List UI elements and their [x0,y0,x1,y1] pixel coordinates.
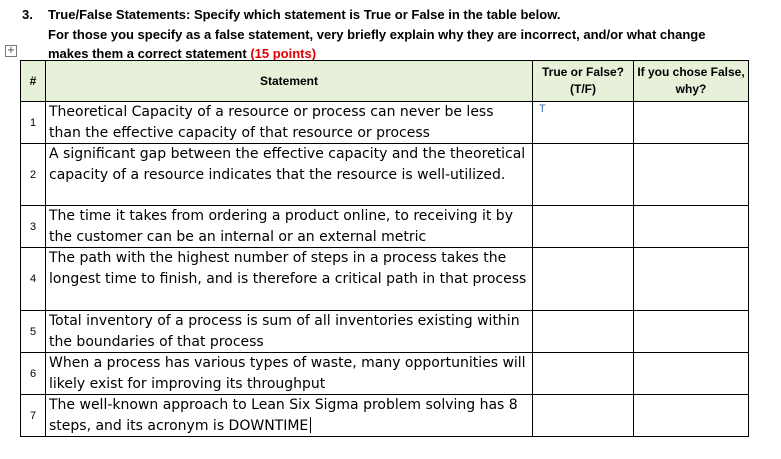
instruction-line-3-text: makes them a correct statement [48,46,247,61]
statement-cell [46,395,533,437]
tf-answer-cell[interactable] [533,311,634,353]
statement-cell: Total inventory of a process is sum of all inventories existing within the boundaries of that process [46,311,533,353]
why-answer-cell[interactable] [634,353,749,395]
instruction-line-2: For those you specify as a false statement, very briefly explain why they are incorrect, and/or what change [48,26,706,42]
statement-cell: The path with the highest number of steps in a process takes the longest time to finish, and is therefore a critical path in that process [46,248,533,311]
statement-cell: Theoretical Capacity of a resource or process can never be less than the effective capacity of that resource or process [46,102,533,144]
points-label: (15 points) [250,46,317,61]
plus-box-icon[interactable]: + [6,45,16,56]
row-number: 5 [21,311,46,353]
table-row [21,102,749,144]
table-row [21,206,749,248]
statement-cell: The time it takes from ordering a product online, to receiving it by the customer can be an internal or an external metric [46,206,533,248]
why-answer-cell[interactable] [634,248,749,311]
why-answer-cell[interactable] [634,206,749,248]
statement-cell: A significant gap between the effective capacity and the theoretical capacity of a resource indicates that the resource is well-utilized. [46,144,533,206]
table-row [21,248,749,311]
tf-answer-cell[interactable] [533,353,634,395]
header-why-text: If you chose False, why? [637,65,745,96]
tf-answer-value: T [539,103,546,115]
question-instructions [22,5,767,64]
statement-cell: When a process has various types of waste, many opportunities will likely exist for improving its throughput [46,353,533,395]
tf-answer-cell[interactable] [533,248,634,311]
row-number: 7 [21,395,46,437]
statement-text: The well-known approach to Lean Six Sigma problem solving has 8 steps, and its acronym is DOWNTIME [49,397,518,434]
table-row [21,144,749,206]
row-number: 4 [21,248,46,311]
question-number: 3. [22,7,33,22]
header-tf [533,61,634,102]
tf-answer-cell[interactable] [533,102,634,144]
text-cursor [310,417,311,433]
why-answer-cell[interactable] [634,395,749,437]
question-title: True/False Statements: Specify which statement is True or False in the table below. [48,7,561,22]
tf-answer-cell[interactable] [533,144,634,206]
why-answer-cell[interactable] [634,311,749,353]
row-number: 2 [21,144,46,206]
instruction-line-1 [22,5,767,25]
table-row [21,311,749,353]
header-tf-text: True or False? (T/F) [541,65,625,96]
header-statement: Statement [46,61,533,102]
true-false-table [20,60,749,437]
why-answer-cell[interactable] [634,102,749,144]
header-why [634,61,749,102]
row-number: 1 [21,102,46,144]
header-number: # [21,61,46,102]
table-header-row [21,61,749,102]
tf-answer-cell[interactable] [533,395,634,437]
table-row [21,353,749,395]
tf-answer-cell[interactable] [533,206,634,248]
why-answer-cell[interactable] [634,144,749,206]
row-number: 6 [21,353,46,395]
table-row [21,395,749,437]
row-number: 3 [21,206,46,248]
